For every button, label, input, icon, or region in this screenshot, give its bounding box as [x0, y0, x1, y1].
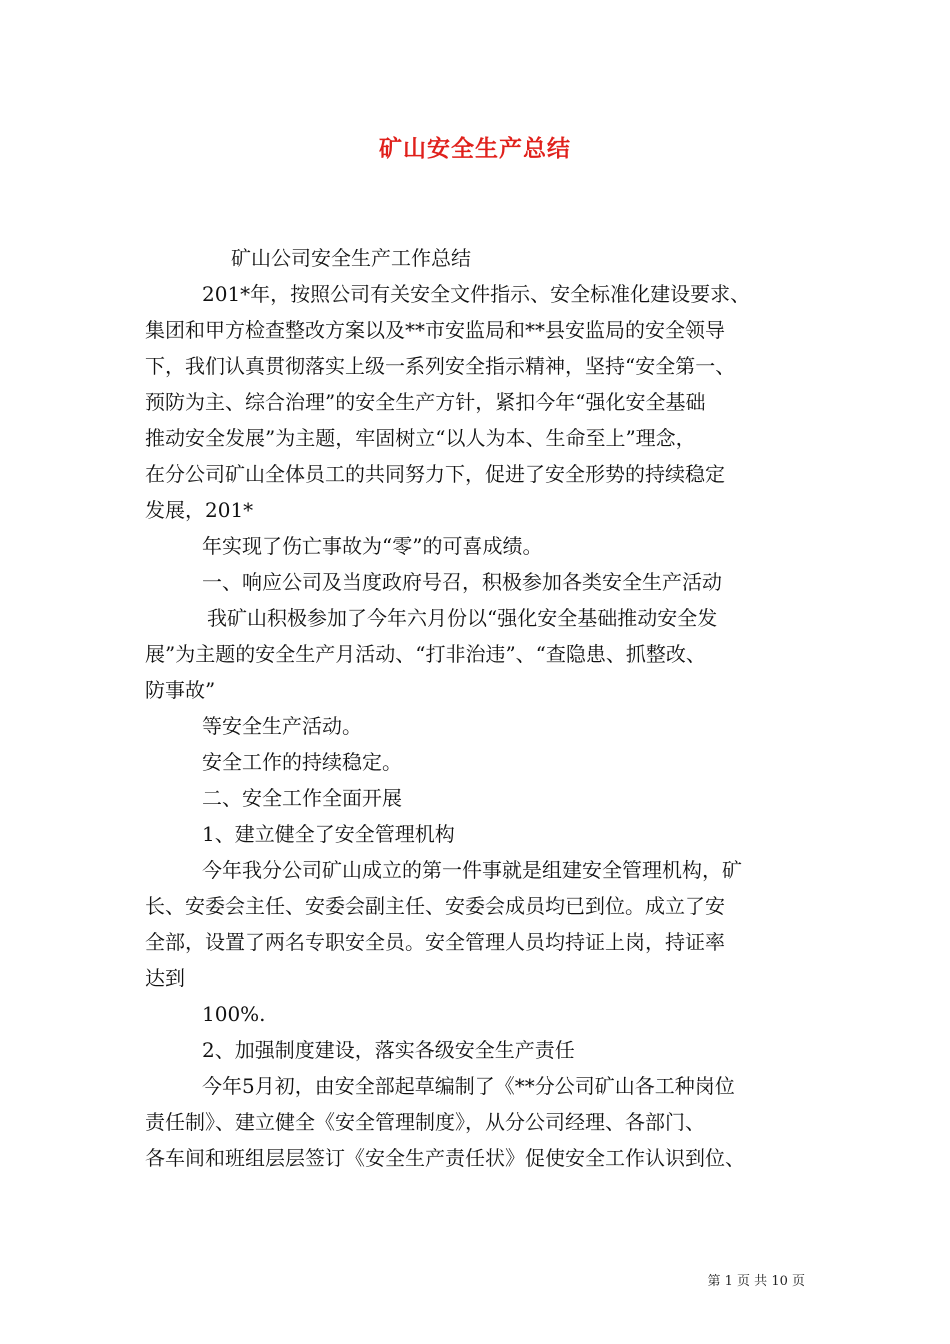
paragraph-line: 下，我们认真贯彻落实上级一系列安全指示精神，坚持“安全第一、: [145, 354, 736, 378]
paragraph-line: 推动安全发展”为主题，牢固树立“以人为本、生命至上”理念，: [145, 426, 696, 450]
document-title: 矿山安全生产总结: [379, 136, 571, 162]
paragraph-line: 责任制》、建立健全《安全管理制度》，从分公司经理、各部门、: [145, 1110, 705, 1134]
paragraph-line: 今年5月初，由安全部起草编制了《**分公司矿山各工种岗位: [202, 1074, 735, 1098]
document-body: [145, 240, 825, 1176]
paragraph-line: 在分公司矿山全体员工的共同努力下，促进了安全形势的持续稳定: [145, 462, 725, 486]
subsection-heading: 2、加强制度建设，落实各级安全生产责任: [202, 1038, 575, 1062]
paragraph-line: 防事故”: [145, 678, 216, 702]
paragraph-line: 100%.: [202, 1002, 266, 1026]
paragraph-line: 安全工作的持续稳定。: [202, 750, 402, 774]
paragraph-line: 全部，设置了两名专职安全员。安全管理人员均持证上岗，持证率: [145, 930, 725, 954]
paragraph-line: 各车间和班组层层签订《安全生产责任状》促使安全工作认识到位、: [145, 1146, 745, 1170]
paragraph-line: 长、安委会主任、安委会副主任、安委会成员均已到位。成立了安: [145, 894, 725, 918]
paragraph-line: 达到: [145, 966, 185, 990]
paragraph-line: 发展，201*: [145, 498, 254, 522]
section-heading: 一、响应公司及当度政府号召，积极参加各类安全生产活动: [202, 570, 722, 594]
paragraph-line: 预防为主、综合治理”的安全生产方针，紧扣今年“强化安全基础: [145, 390, 706, 414]
paragraph-line: 年实现了伤亡事故为“零”的可喜成绩。: [202, 534, 543, 558]
paragraph-line: 展”为主题的安全生产月活动、“打非治违”、“查隐患、抓整改、: [145, 642, 706, 666]
subsection-heading: 1、建立健全了安全管理机构: [202, 822, 455, 846]
paragraph-line: 今年我分公司矿山成立的第一件事就是组建安全管理机构，矿: [202, 858, 742, 882]
section-heading: 二、安全工作全面开展: [202, 786, 402, 810]
page-number-footer: 第 1 页 共 10 页: [707, 1274, 805, 1289]
paragraph-line: 我矿山积极参加了今年六月份以“强化安全基础推动安全发: [207, 606, 718, 630]
paragraph-line: 201*年，按照公司有关安全文件指示、安全标准化建设要求、: [202, 282, 751, 306]
document-subtitle: 矿山公司安全生产工作总结: [231, 246, 471, 270]
paragraph-line: 集团和甲方检查整改方案以及**市安监局和**县安监局的安全领导: [145, 318, 725, 342]
paragraph-line: 等安全生产活动。: [202, 714, 362, 738]
